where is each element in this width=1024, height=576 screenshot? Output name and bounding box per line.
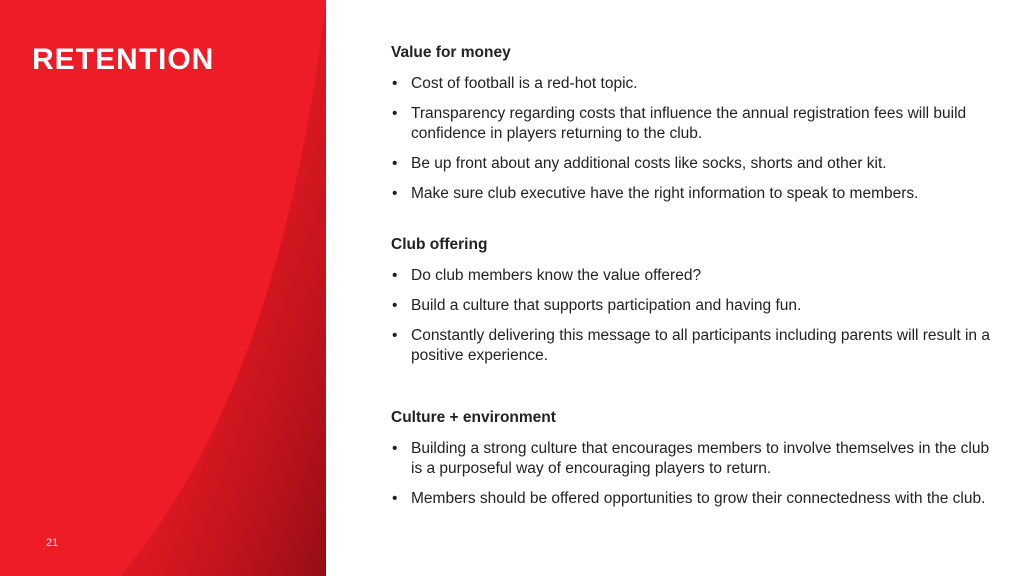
bullet-icon: • xyxy=(392,267,398,284)
bullet-text: Members should be offered opportunities to grow their connectedness with the club. xyxy=(411,490,986,507)
bullet-text: Transparency regarding costs that influence the annual registration fees will build confidence in players returning to the club. xyxy=(411,105,967,142)
bullet-list xyxy=(391,439,991,509)
section-heading: Value for money xyxy=(391,44,511,61)
section-value-for-money xyxy=(391,42,991,204)
list-item xyxy=(391,74,991,94)
list-item xyxy=(391,154,991,174)
page-number: 21 xyxy=(46,537,59,549)
bullet-icon: • xyxy=(392,327,398,344)
bullet-text: Be up front about any additional costs like socks, shorts and other kit. xyxy=(411,155,887,172)
bullet-icon: • xyxy=(392,297,398,314)
bullet-icon: • xyxy=(392,490,398,507)
list-item xyxy=(391,326,991,366)
left-accent-panel xyxy=(0,0,326,576)
bullet-icon: • xyxy=(392,185,398,202)
list-item xyxy=(391,296,991,316)
bullet-text: Do club members know the value offered? xyxy=(411,267,702,284)
section-culture-environment xyxy=(391,407,991,509)
list-item xyxy=(391,266,991,286)
bullet-icon: • xyxy=(392,155,398,172)
bullet-text: Make sure club executive have the right information to speak to members. xyxy=(411,185,919,202)
bullet-text: Cost of football is a red-hot topic. xyxy=(411,75,638,92)
list-item xyxy=(391,184,991,204)
bullet-text: Build a culture that supports participation and having fun. xyxy=(411,297,802,314)
bullet-icon: • xyxy=(392,440,398,457)
bullet-text: Building a strong culture that encourages members to involve themselves in the club is a purposeful way of encouraging players to return. xyxy=(411,440,990,477)
list-item xyxy=(391,104,991,144)
section-club-offering xyxy=(391,234,991,366)
content-area xyxy=(391,42,991,509)
bullet-icon: • xyxy=(392,105,398,122)
bullet-list xyxy=(391,74,991,204)
slide-title: RETENTION xyxy=(32,43,215,76)
list-item xyxy=(391,439,991,479)
panel-gradient-shape xyxy=(0,0,326,576)
section-heading: Culture + environment xyxy=(391,409,556,426)
bullet-text: Constantly delivering this message to all participants including parents will result in a positive experience. xyxy=(411,327,990,364)
bullet-icon: • xyxy=(392,75,398,92)
bullet-list xyxy=(391,266,991,366)
list-item xyxy=(391,489,991,509)
section-heading: Club offering xyxy=(391,236,488,253)
